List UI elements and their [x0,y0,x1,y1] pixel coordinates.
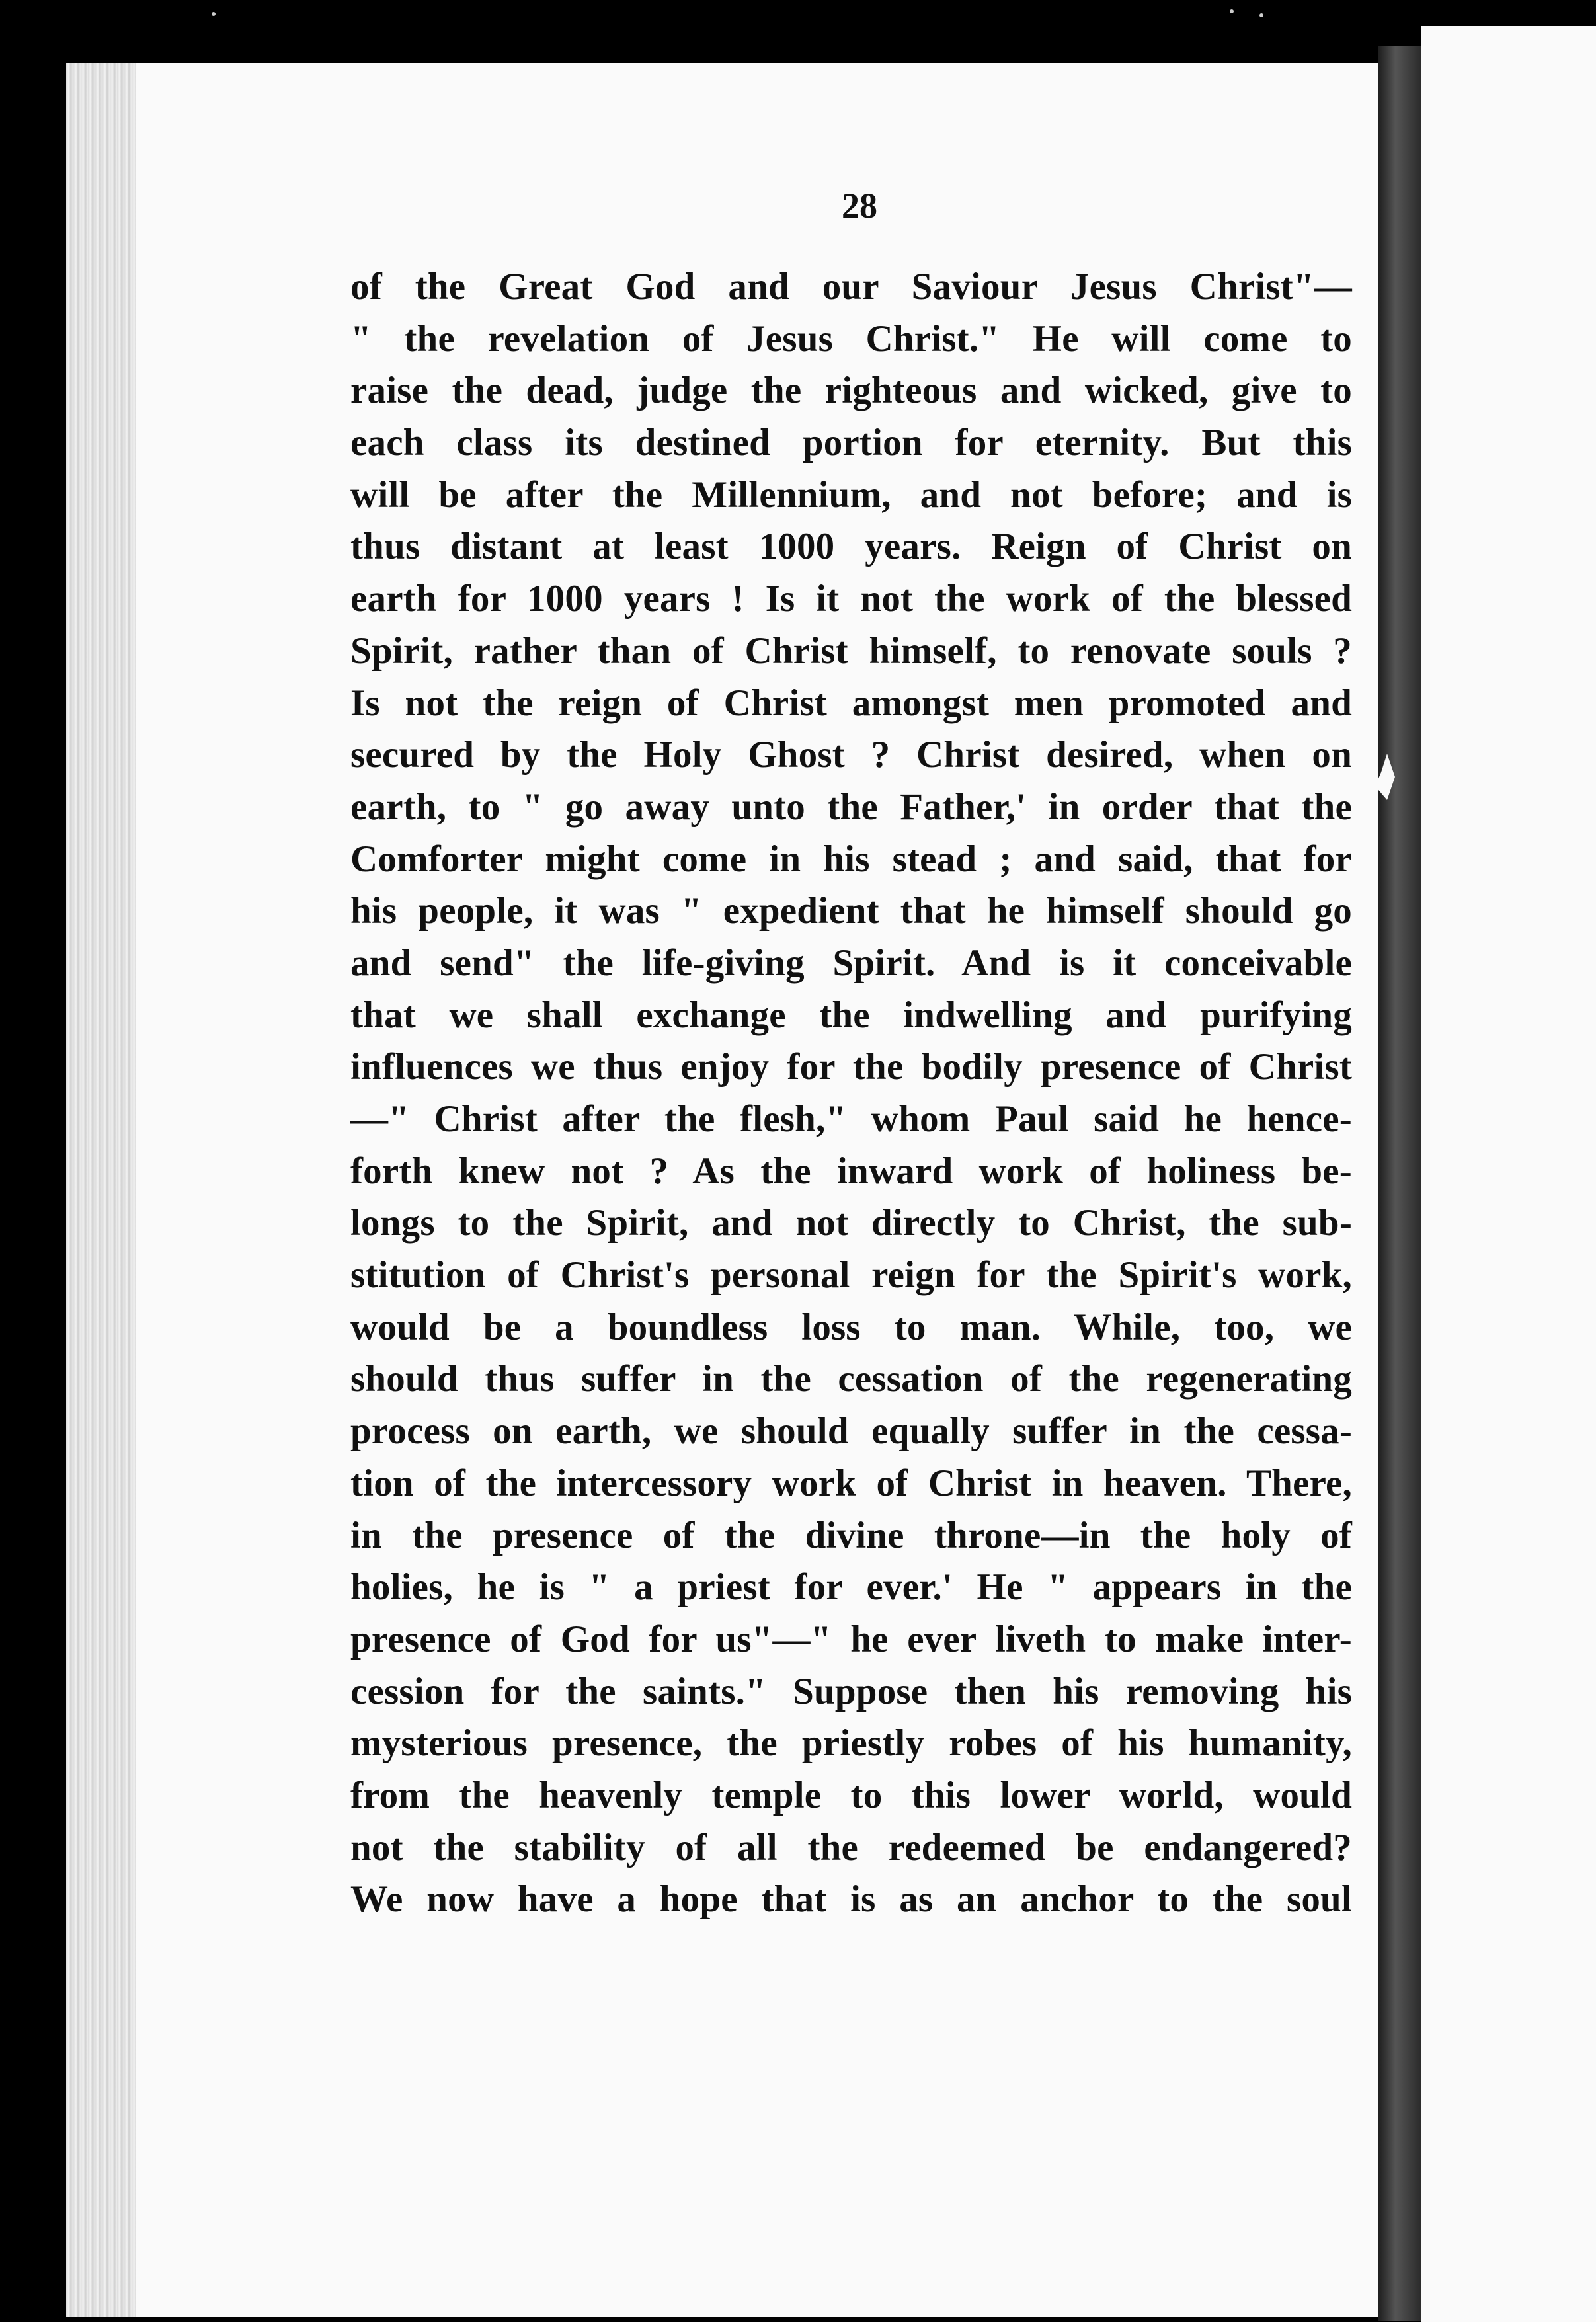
text-line: influences we thus enjoy for the bodily presence of Christ [350,1046,1352,1088]
text-line: will be after the Millennium, and not before; and is [350,473,1352,516]
facing-page [1421,26,1596,2322]
text-line: that we shall exchange the indwelling and purifying [350,994,1352,1036]
scan-speck [1259,13,1263,17]
text-line: Spirit, rather than of Christ himself, to renovate souls ? [350,629,1352,672]
body-text [350,261,1352,1926]
text-line: should thus suffer in the cessation of the regenerating [350,1358,1352,1400]
text-line: presence of God for us"—" he ever liveth to make inter- [350,1618,1352,1660]
text-line: earth for 1000 years ! Is it not the work of the blessed [350,578,1352,620]
text-line: would be a boundless loss to man. While, too, we [350,1306,1352,1348]
text-line: not the stability of all the redeemed be endangered? [350,1826,1352,1868]
text-line: We now have a hope that is as an anchor to the soul [350,1878,1352,1921]
text-line: tion of the intercessory work of Christ in heaven. There, [350,1462,1352,1504]
text-line: mysterious presence, the priestly robes of his humanity, [350,1722,1352,1765]
text-line: thus distant at least 1000 years. Reign of Christ on [350,526,1352,568]
text-line: secured by the Holy Ghost ? Christ desired, when on [350,734,1352,776]
text-line: and send" the life-giving Spirit. And is it conceivable [350,941,1352,984]
scan-speck [1230,9,1234,13]
text-line: cession for the saints." Suppose then his removing his [350,1670,1352,1712]
page-number: 28 [842,186,877,225]
text-line: holies, he is " a priest for ever.' He " appears in the [350,1566,1352,1609]
text-line: forth knew not ? As the inward work of holiness be- [350,1150,1352,1192]
text-line: of the Great God and our Saviour Jesus Christ"— [350,266,1352,307]
text-line: Comforter might come in his stead ; and said, that for [350,838,1352,880]
text-line: Is not the reign of Christ amongst men promoted and [350,682,1352,724]
text-line: stitution of Christ's personal reign for the Spirit's work, [350,1254,1352,1297]
page-edge-stack [66,63,136,2317]
text-line: in the presence of the divine throne—in the holy of [350,1514,1352,1556]
text-line: —" Christ after the flesh," whom Paul said he hence- [350,1098,1352,1140]
text-line: raise the dead, judge the righteous and wicked, give to [350,370,1352,412]
text-line: earth, to " go away unto the Father,' in order that the [350,785,1352,828]
text-line: " the revelation of Jesus Christ." He will come to [350,317,1352,360]
text-line: his people, it was " expedient that he himself should go [350,890,1352,932]
text-line: longs to the Spirit, and not directly to Christ, the sub- [350,1202,1352,1244]
text-line: from the heavenly temple to this lower world, would [350,1774,1352,1816]
book-gutter [1378,46,1421,2321]
scan-speck [212,12,216,16]
text-line: process on earth, we should equally suffer in the cessa- [350,1410,1352,1453]
text-line: each class its destined portion for eternity. But this [350,422,1352,464]
